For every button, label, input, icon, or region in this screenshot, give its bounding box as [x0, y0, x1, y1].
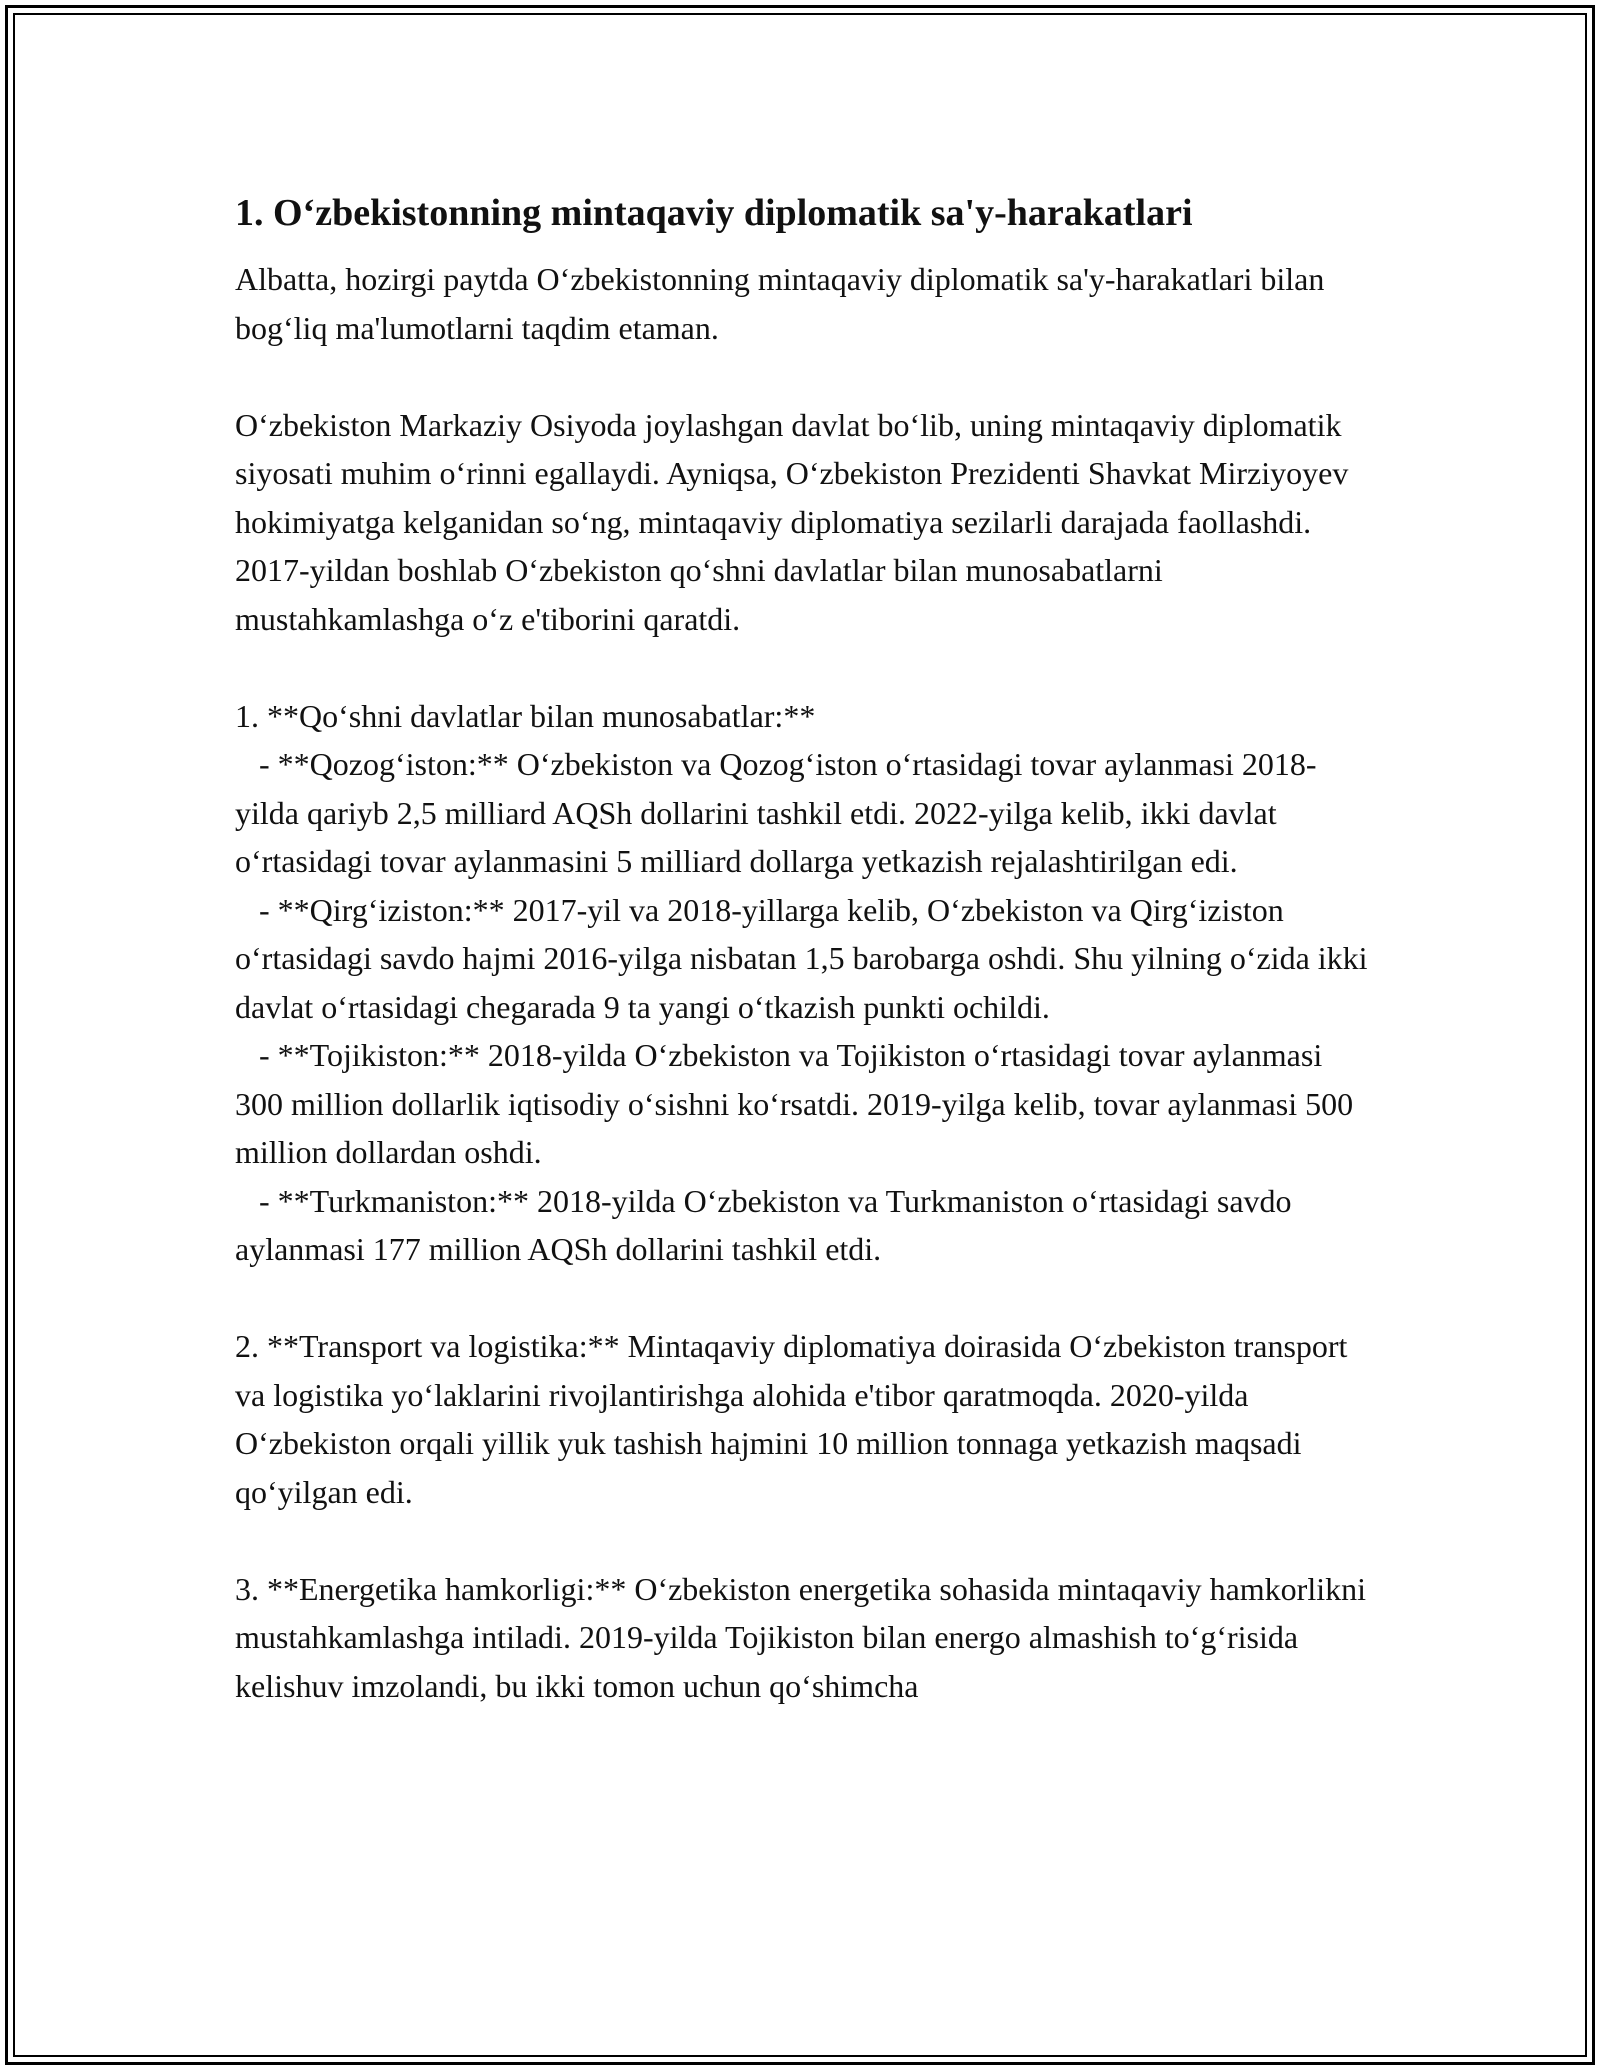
- paragraph-gap: [235, 352, 1370, 401]
- intro-paragraph: Albatta, hozirgi paytda O‘zbekistonning mintaqaviy diplomatik sa'y-harakatlari bilan bog‘liq ma'lumotlarni taqdim etaman.: [235, 261, 1325, 346]
- paragraph-gap: [235, 643, 1370, 692]
- list-item-turkmenistan: - **Turkmaniston:** 2018-yilda O‘zbekiston va Turkmaniston o‘rtasidagi savdo aylanmasi 177 million AQSh dollarini tashkil etdi.: [235, 1182, 1300, 1267]
- document-body: [235, 185, 1376, 1710]
- section-3-paragraph: 3. **Energetika hamkorligi:** O‘zbekiston energetika sohasida mintaqaviy hamkorlikni mustahkamlashga intiladi. 2019-yilda Tojikiston bilan energo almashish to‘g‘risida kelishuv imzolandi, bu ikki tomon uchun qo‘shimcha: [235, 1570, 1366, 1704]
- document-title: 1. O‘zbekistonning mintaqaviy diplomatik sa'y-harakatlari: [235, 192, 1193, 234]
- list-item-kazakhstan: - **Qozog‘iston:** O‘zbekiston va Qozog‘iston o‘rtasidagi tovar aylanmasi 2018-yilda qariyb 2,5 milliard AQSh dollarini tashkil etdi. 2022-yilga kelib, ikki davlat o‘rtasidagi tovar aylanmasini 5 milliard dollarga yetkazish rejalashtirilgan edi.: [235, 746, 1317, 879]
- list-item-tajikistan: - **Tojikiston:** 2018-yilda O‘zbekiston va Tojikiston o‘rtasidagi tovar aylanmasi 300 million dollarlik iqtisodiy o‘sishni ko‘rsatdi. 2019-yilga kelib, tovar aylanmasi 500 million dollardan oshdi.: [235, 1037, 1362, 1170]
- section-2-paragraph: 2. **Transport va logistika:** Mintaqaviy diplomatiya doirasida O‘zbekiston transport va logistika yo‘laklarini rivojlantirishga alohida e'tibor qaratmoqda. 2020-yilda O‘zbekiston orqali yillik yuk tashish hajmini 10 million tonnaga yetkazish maqsadi qo‘yilgan edi.: [235, 1328, 1348, 1510]
- overview-paragraph: O‘zbekiston Markaziy Osiyoda joylashgan davlat bo‘lib, uning mintaqaviy diplomatik siyosati muhim o‘rinni egallaydi. Ayniqsa, O‘zbekiston Prezidenti Shavkat Mirziyoyev hokimiyatga kelganidan so‘ng, mintaqaviy diplomatiya sezilarli darajada faollashdi. 2017-yildan boshlab O‘zbekiston qo‘shni davlatlar bilan munosabatlarni mustahkamlashga o‘z e'tiborini qaratdi.: [235, 406, 1349, 637]
- list-item-kyrgyzstan: - **Qirg‘iziston:** 2017-yil va 2018-yillarga kelib, O‘zbekiston va Qirg‘iziston o‘rtasidagi savdo hajmi 2016-yilga nisbatan 1,5 barobarga oshdi. Shu yilning o‘zida ikki davlat o‘rtasidagi chegarada 9 ta yangi o‘tkazish punkti ochildi.: [235, 891, 1376, 1025]
- paragraph-gap: [235, 1516, 1370, 1565]
- section-1-heading: 1. **Qo‘shni davlatlar bilan munosabatlar:**: [235, 697, 816, 734]
- paragraph-gap: [235, 1274, 1370, 1323]
